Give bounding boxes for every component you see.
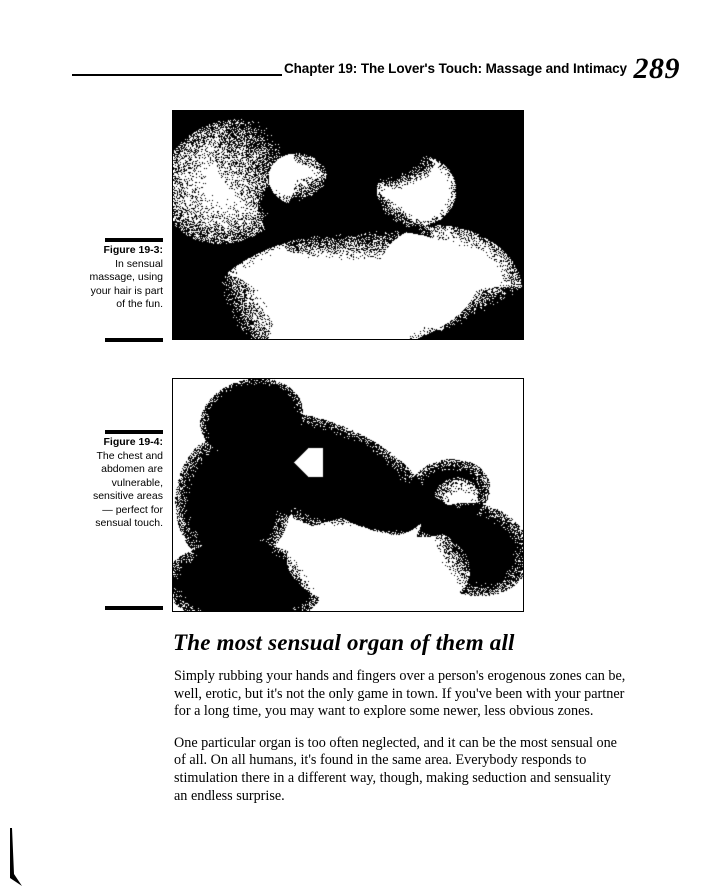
figure-19-4-label: Figure 19-4: <box>103 436 163 448</box>
figure-19-4 <box>0 378 710 612</box>
figure-19-4-caption-rule-top <box>105 430 163 434</box>
page-number: 289 <box>633 52 680 85</box>
figure-19-3-label: Figure 19-3: <box>103 244 163 256</box>
figure-19-3-photo <box>173 111 523 339</box>
body-paragraph: One particular organ is too often neglected, and it can be the most sensual one of all. On all humans, it's found in the same area. Everybody responds to stimulation there in a different way, though, making seduction and sensuality an endless surprise. <box>174 734 617 804</box>
figure-19-3 <box>0 110 710 340</box>
figure-19-3-image <box>172 110 524 340</box>
figure-19-4-image <box>172 378 524 612</box>
running-head-title: Chapter 19: The Lover's Touch: Massage and Intimacy <box>284 61 627 76</box>
section-heading: The most sensual organ of them all <box>173 630 515 655</box>
header-rule <box>72 74 282 76</box>
body-paragraph: Simply rubbing your hands and fingers over a person's erogenous zones can be, well, erotic, but it's not the only game in town. If you've been with your partner for a long time, you may want to explore some newer, less obvious zones. <box>174 668 626 720</box>
page-corner-mark <box>8 828 38 886</box>
figure-19-3-caption <box>85 244 163 312</box>
figure-19-3-caption-rule-bottom <box>105 338 163 342</box>
page-header <box>72 52 680 86</box>
figure-19-4-caption-text: The chest and abdomen are vulnerable, sensitive areas — perfect for sensual touch. <box>92 449 163 529</box>
figure-19-4-caption <box>80 436 163 531</box>
figure-19-3-caption-rule-top <box>105 238 163 242</box>
figure-19-4-photo <box>173 379 523 611</box>
body-text <box>174 668 626 819</box>
figure-19-4-caption-rule-bottom <box>105 606 163 610</box>
figure-19-3-caption-text: In sensual massage, using your hair is part of the fun. <box>89 257 163 310</box>
